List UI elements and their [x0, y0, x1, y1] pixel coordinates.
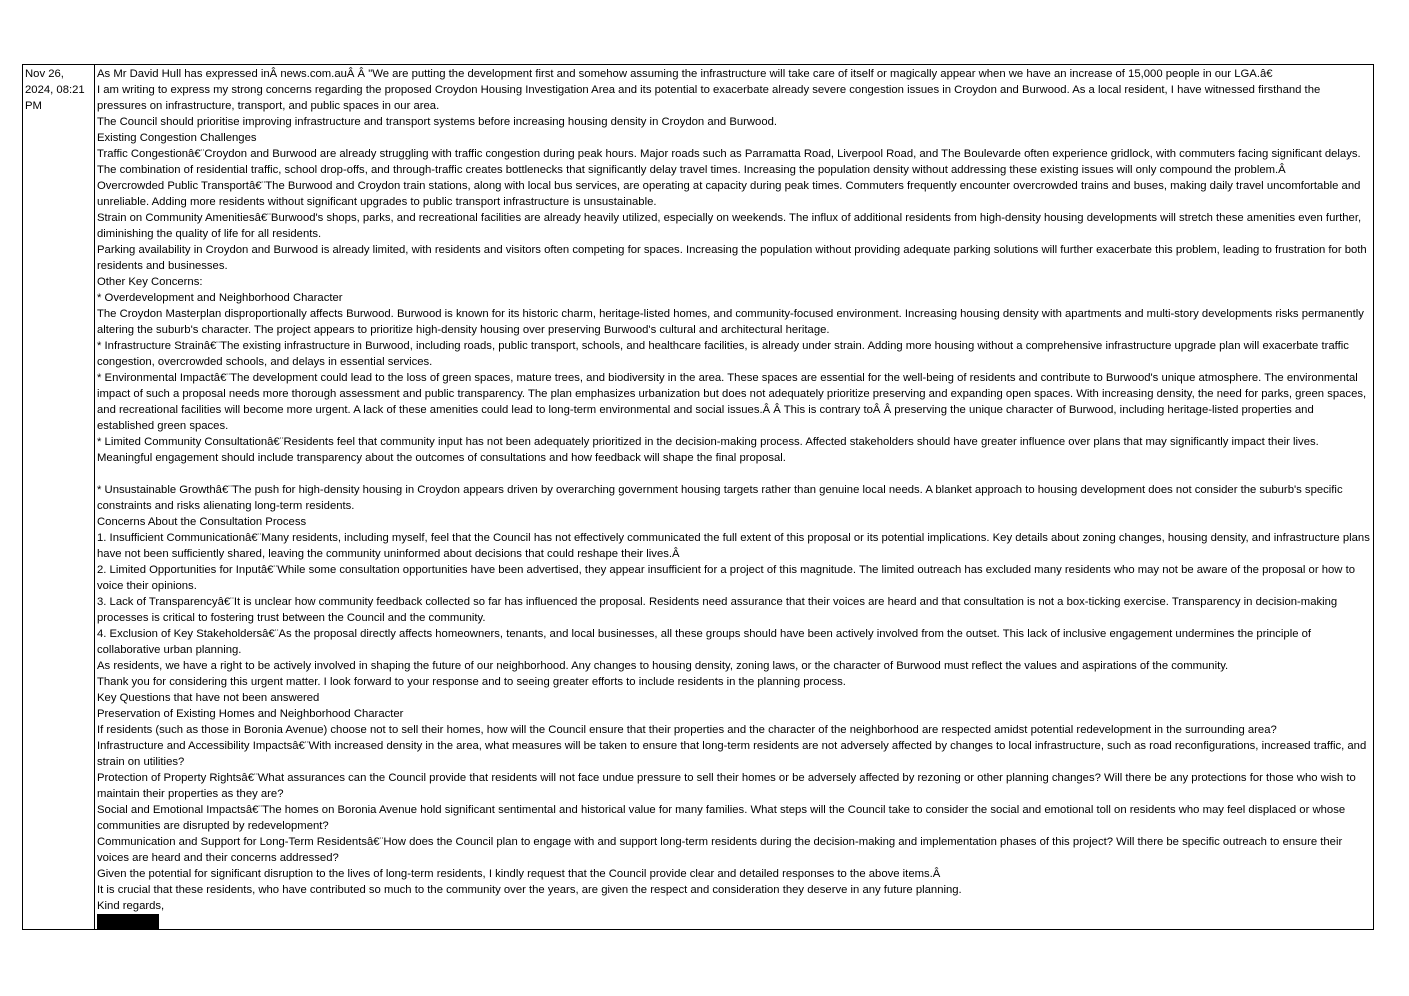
- redacted-signature: [97, 914, 159, 930]
- comment-line: The Croydon Masterplan disproportionally affects Burwood. Burwood is known for its historic charm, heritage-listed homes, and community-focused environment. Increasing housing density with apartments and multi-story developments risks permanently altering the suburb's character. The project appears to prioritize high-density housing over preserving Burwood's cultural and architectural heritage.: [97, 308, 1364, 336]
- comment-line: Thank you for considering this urgent matter. I look forward to your response and to seeing greater efforts to include residents in the planning process.: [97, 676, 846, 688]
- comment-line: Concerns About the Consultation Process: [97, 516, 307, 528]
- comment-line: Key Questions that have not been answered: [97, 692, 320, 704]
- submission-table: [22, 64, 1374, 930]
- comment-line: * Overdevelopment and Neighborhood Character: [97, 292, 343, 304]
- comment-line: Strain on Community Amenitiesâ€¨Burwood's shops, parks, and recreational facilities are already heavily utilized, especially on weekends. The influx of additional residents from high-density housing developments will stretch these amenities even further, diminishing the quality of life for all residents.: [97, 212, 1362, 240]
- comment-line: If residents (such as those in Boronia Avenue) choose not to sell their homes, how will the Council ensure that their properties and the character of the neighborhood are respected amidst potential redevelopment in the surrounding area?: [97, 724, 1277, 736]
- comment-line: * Infrastructure Strainâ€¨The existing infrastructure in Burwood, including roads, public transport, schools, and healthcare facilities, is already under strain. Adding more housing without a comprehensive infrastructure upgrade plan will exacerbate traffic congestion, overcrowded schools, and delays in essential services.: [97, 340, 1349, 368]
- comment-line: Existing Congestion Challenges: [97, 132, 257, 144]
- date-cell: Nov 26, 2024, 08:21 PM: [23, 65, 95, 929]
- comment-line: Communication and Support for Long-Term Residentsâ€¨How does the Council plan to engage with and support long-term residents during the decision-making and implementation phases of this project? Will there be specific outreach to ensure their voices are heard and their concerns addressed?: [97, 836, 1343, 864]
- comment-line: * Environmental Impactâ€¨The development could lead to the loss of green spaces, mature trees, and biodiversity in the area. These spaces are essential for the well-being of residents and contribute to Burwood's unique atmosphere. The environmental impact of such a proposal needs more thorough assessment and public transparency. The plan emphasizes urbanization but does not adequately prioritize preserving and expanding open spaces. With increasing density, the need for parks, green spaces, and recreational facilities will become more urgent. A lack of these amenities could lead to long-term environmental and social issues.Â Â This is contrary toÂ Â preserving the unique character of Burwood, including heritage-listed properties and established green spaces.: [97, 372, 1367, 432]
- comment-cell: [96, 65, 1373, 929]
- comment-line: I am writing to express my strong concerns regarding the proposed Croydon Housing Investigation Area and its potential to exacerbate already severe congestion issues in Croydon and Burwood. As a local resident, I have witnessed firsthand the pressures on infrastructure, transport, and public spaces in our area.: [97, 84, 1321, 112]
- comment-line: Overcrowded Public Transportâ€¨The Burwood and Croydon train stations, along with local bus services, are operating at capacity during peak times. Commuters frequently encounter overcrowded trains and buses, making daily travel uncomfortable and unreliable. Adding more residents without significant upgrades to public transport infrastructure is unsustainable.: [97, 180, 1361, 208]
- comment-line: Parking availability in Croydon and Burwood is already limited, with residents and visitors often competing for spaces. Increasing the population without providing adequate parking solutions will further exacerbate this problem, leading to frustration for both residents and businesses.: [97, 244, 1367, 272]
- comment-line: Kind regards,: [97, 900, 165, 912]
- comment-line: 3. Lack of Transparencyâ€¨It is unclear how community feedback collected so far has influenced the proposal. Residents need assurance that their voices are heard and that consultation is not a box-ticking exercise. Transparency in decision-making processes is critical to fostering trust between the Council and the community.: [97, 596, 1338, 624]
- comment-line: Infrastructure and Accessibility Impactsâ€¨With increased density in the area, what measures will be taken to ensure that long-term residents are not adversely affected by changes to local infrastructure, such as road reconfigurations, increased traffic, and strain on utilities?: [97, 740, 1367, 768]
- comment-line: Other Key Concerns:: [97, 276, 203, 288]
- comment-line: As residents, we have a right to be actively involved in shaping the future of our neighborhood. Any changes to housing density, zoning laws, or the character of Burwood must reflect the values and aspirations of the community.: [97, 660, 1229, 672]
- comment-line: Protection of Property Rightsâ€¨What assurances can the Council provide that residents will not face undue pressure to sell their homes or be adversely affected by rezoning or other planning changes? Will there be any protections for those who wish to maintain their properties as they are?: [97, 772, 1356, 800]
- comment-line: 4. Exclusion of Key Stakeholdersâ€¨As the proposal directly affects homeowners, tenants, and local businesses, all these groups should have been actively involved from the outset. This lack of inclusive engagement undermines the principle of collaborative urban planning.: [97, 628, 1312, 656]
- comment-line: 1. Insufficient Communicationâ€¨Many residents, including myself, feel that the Council has not effectively communicated the full extent of this proposal or its potential implications. Key details about zoning changes, housing density, and infrastructure plans have not been sufficiently shared, leaving the community uninformed about decisions that could reshape their lives.Â: [97, 532, 1370, 560]
- comment-line: Preservation of Existing Homes and Neighborhood Character: [97, 708, 404, 720]
- comment-line: Social and Emotional Impactsâ€¨The homes on Boronia Avenue hold significant sentimental and historical value for many families. What steps will the Council take to consider the social and emotional toll on residents who may feel displaced or whose communities are disrupted by redevelopment?: [97, 804, 1346, 832]
- comment-line: It is crucial that these residents, who have contributed so much to the community over the years, are given the respect and consideration they deserve in any future planning.: [97, 884, 962, 896]
- comment-line: * Unsustainable Growthâ€¨The push for high-density housing in Croydon appears driven by overarching government housing targets rather than genuine local needs. A blanket approach to housing development does not consider the suburb's specific constraints and risks alienating long-term residents.: [97, 484, 1343, 512]
- comment-line: The Council should prioritise improving infrastructure and transport systems before increasing housing density in Croydon and Burwood.: [97, 116, 778, 128]
- comment-line: As Mr David Hull has expressed inÂ news.com.auÂ Â "We are putting the development first and somehow assuming the infrastructure will take care of itself or magically appear when we have an increase of 15,000 people in our LGA.â€: [97, 68, 1273, 80]
- comment-line: Given the potential for significant disruption to the lives of long-term residents, I kindly request that the Council provide clear and detailed responses to the above items.Â: [97, 868, 941, 880]
- comment-line: [97, 466, 1371, 482]
- comment-line: 2. Limited Opportunities for Inputâ€¨While some consultation opportunities have been advertised, they appear insufficient for a project of this magnitude. The limited outreach has excluded many residents who may not be aware of the proposal or how to voice their opinions.: [97, 564, 1356, 592]
- comment-line: * Limited Community Consultationâ€¨Residents feel that community input has not been adequately prioritized in the decision-making process. Affected stakeholders should have greater influence over plans that may significantly impact their lives. Meaningful engagement should include transparency about the outcomes of consultations and how feedback will shape the final proposal.: [97, 436, 1319, 464]
- comment-line: Traffic Congestionâ€¨Croydon and Burwood are already struggling with traffic congestion during peak hours. Major roads such as Parramatta Road, Liverpool Road, and The Boulevarde often experience gridlock, with commuters facing significant delays. The combination of residential traffic, school drop-offs, and through-traffic creates bottlenecks that significantly delay travel times. Increasing the population density without addressing these existing issues will only compound the problem.Â: [97, 148, 1361, 176]
